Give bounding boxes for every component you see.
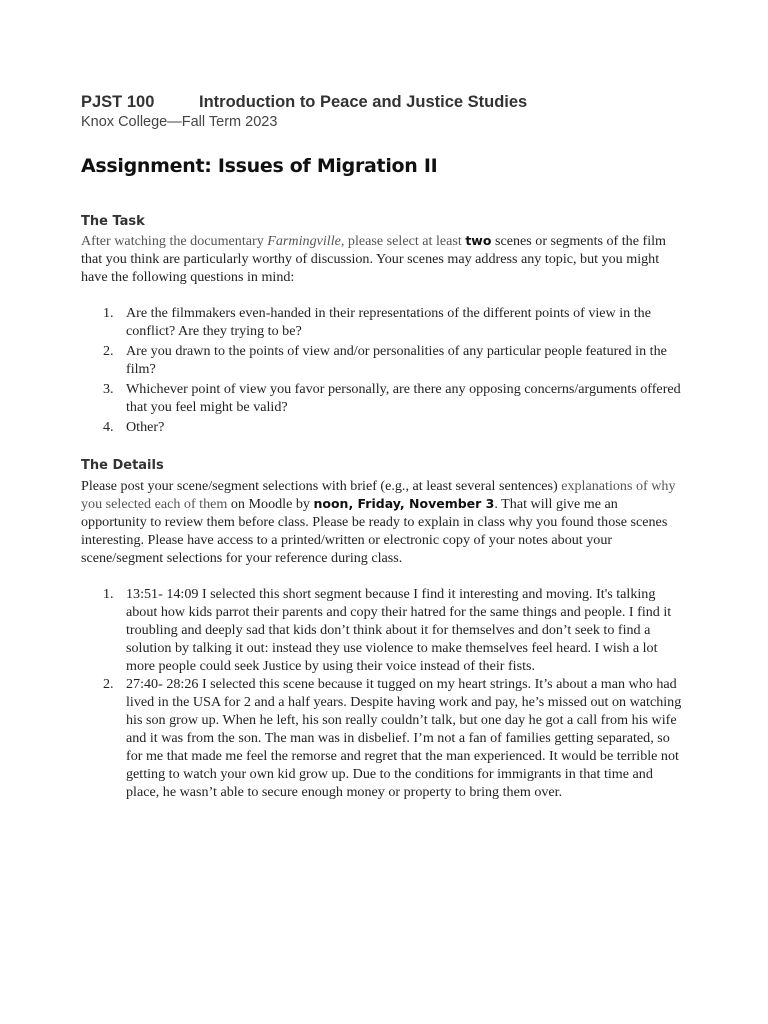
details-text-3: on Moodle by [227,496,314,512]
list-text: Are you drawn to the points of view and/or personalities of any particular people featured in the film? [126,343,667,377]
list-number: 3. [103,381,114,397]
list-item [81,585,686,675]
list-number: 4. [103,419,114,435]
deadline: noon, Friday, November 3 [313,496,495,511]
list-item [81,675,686,801]
course-title: Introduction to Peace and Justice Studies [199,93,528,111]
list-item [81,304,686,340]
task-heading: The Task [81,214,145,229]
list-text: Other? [126,419,165,435]
college-term: Knox College—Fall Term 2023 [81,114,278,130]
assignment-title: Assignment: Issues of Migration II [81,155,438,177]
list-item [81,342,686,378]
list-item [81,380,686,416]
list-number: 1. [103,305,114,321]
task-paragraph [81,232,681,286]
details-text-2: explanations of why you selected each of them [81,478,676,512]
details-heading: The Details [81,458,164,473]
details-text-1: Please post your scene/segment selections with brief (e.g., at least several sentences) [81,478,562,494]
details-paragraph [81,477,681,567]
course-header [81,93,527,112]
course-code: PJST 100 [81,93,155,111]
list-number: 1. [103,586,114,602]
list-text: Whichever point of view you favor personally, are there any opposing concerns/arguments offered that you feel might be valid? [126,381,681,415]
question-list [81,304,686,438]
film-title: Farmingville [267,233,341,249]
list-number: 2. [103,343,114,359]
list-item [81,418,686,436]
task-intro-1: After watching the documentary [81,233,268,249]
task-intro-2: , please select at least [340,233,466,249]
list-number: 2. [103,676,114,692]
list-text: Are the filmmakers even-handed in their representations of the different points of view in the conflict? Are they trying to be? [126,305,651,339]
list-text: 27:40- 28:26 I selected this scene because it tugged on my heart strings. It’s about a man who had lived in the USA for 2 and a half years. Despite having work and pay, he’s missed out on watching his son grow up. When he left, his son really couldn’t talk, but one day he got a call from his wife and it was from the son. The man was in disbelief. I’m not a fan of families getting separated, so for me that made me feel the remorse and regret that the man experienced. It would be terrible not getting to watch your own kid grow up. Due to the conditions for immigrants in that time and place, he wasn’t able to secure enough money or property to bring them over. [126,676,682,800]
details-text-4: . That will give me an opportunity to review them before class. Please be ready to explain in class why you found those scenes interesting. Please have access to a printed/written or electronic copy of your notes about your scene/segment selections for your reference during class. [81,496,668,566]
list-text: 13:51- 14:09 I selected this short segment because I find it interesting and moving. It's talking about how kids parrot their parents and copy their hatred for the same things and people. I find it troubling and deeply sad that kids don’t think about it for themselves and don’t seek to find a solution by talking it out: instead they use violence to make themselves feel heard. I wish a lot more people could seek Justice by using their voice instead of their fists. [126,586,672,674]
count-word: two [465,233,492,248]
response-list [81,585,686,801]
task-intro-3: scenes or segments of the film that you think are particularly worthy of discussion. Your scenes may address any topic, but you might have the following questions in mind: [81,233,666,285]
